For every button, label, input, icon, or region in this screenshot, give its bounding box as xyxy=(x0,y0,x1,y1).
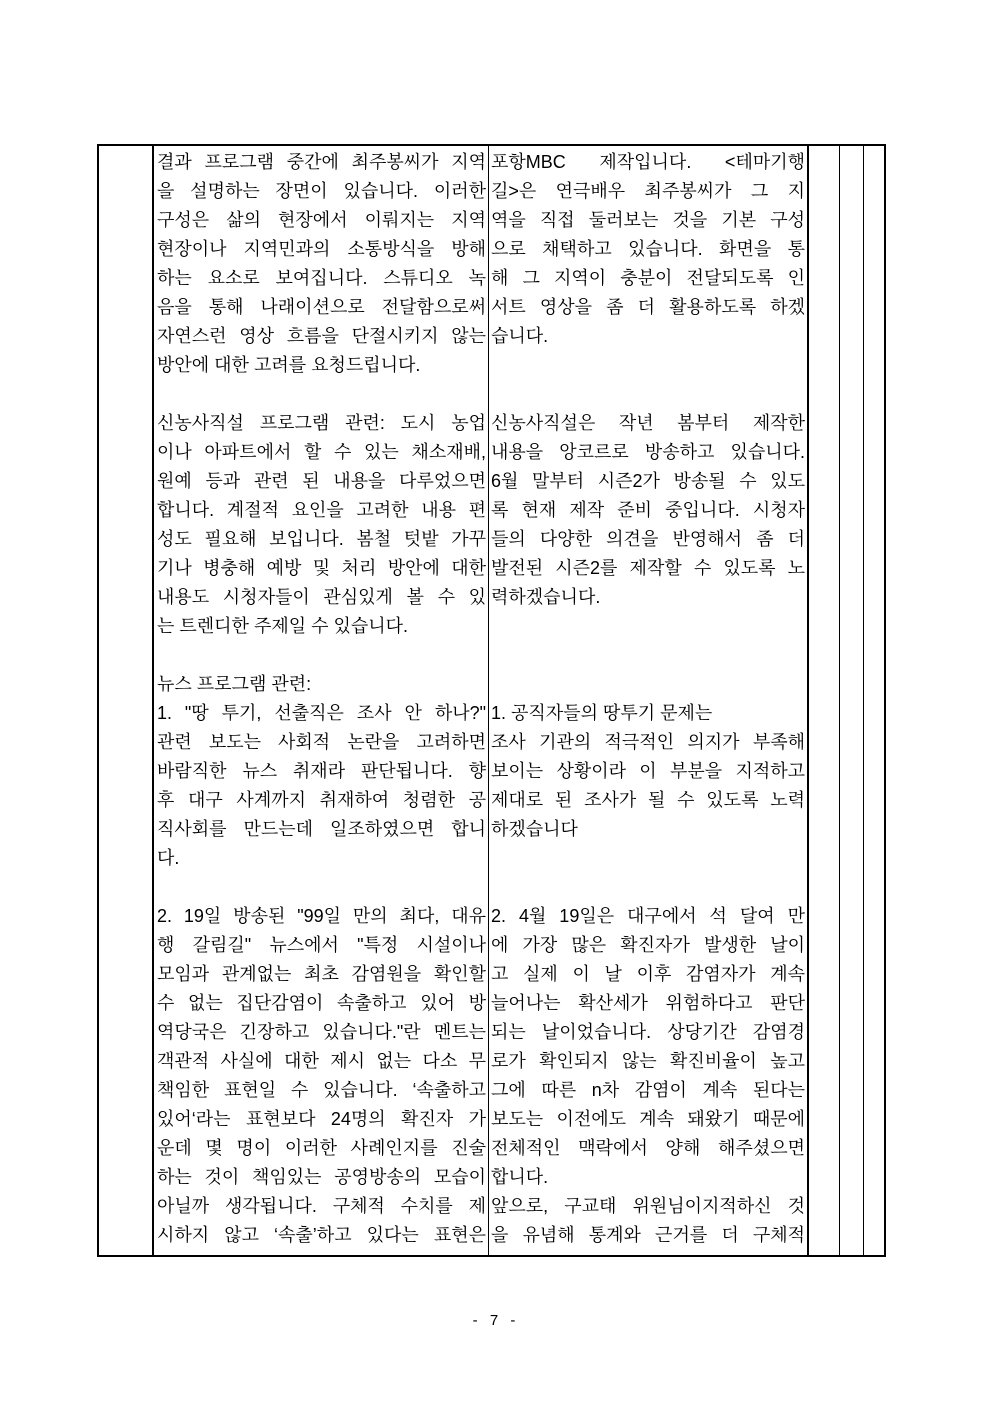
text-line: 내용을 앙코르로 방송하고 있습니다. xyxy=(491,442,805,462)
text-line: 다. xyxy=(157,848,180,868)
text-line: 을 유념해 통계와 근거를 더 구체적 xyxy=(491,1225,805,1245)
text-line: 후 대구 사계까지 취재하여 청렴한 공 xyxy=(157,790,486,810)
text-line: 합니다. 계절적 요인을 고려한 내용 편 xyxy=(157,500,486,520)
text-line: 조사 기관의 적극적인 의지가 부족해 xyxy=(491,732,805,752)
text-line: 신농사직설 프로그램 관련: 도시 농업 xyxy=(157,413,486,433)
text-line: 뉴스 프로그램 관련: xyxy=(157,674,312,694)
opinion-text-column xyxy=(154,146,489,1255)
text-line: 2. 4월 19일은 대구에서 석 달여 만 xyxy=(491,906,805,926)
category-column xyxy=(99,146,154,1255)
text-line xyxy=(491,351,805,380)
text-line: 하겠습니다 xyxy=(491,819,578,839)
text-line: 행 갈림길" 뉴스에서 "특정 시설이나 xyxy=(157,935,486,955)
text-line: 하는 것이 책임있는 공영방송의 모습이 xyxy=(157,1167,486,1187)
text-line xyxy=(491,612,805,641)
text-line: 구성은 삶의 현장에서 이뤄지는 지역 xyxy=(157,210,486,230)
text-line: 내용도 시청자들이 관심있게 볼 수 있 xyxy=(157,587,486,607)
text-line: 원예 등과 관련 된 내용을 다루었으면 xyxy=(157,471,486,491)
text-line xyxy=(491,844,805,873)
text-line: 수 없는 집단감염이 속출하고 있어 방 xyxy=(157,993,486,1013)
minutes-table xyxy=(97,144,886,1257)
text-line: 합니다. xyxy=(491,1167,549,1187)
text-line xyxy=(491,670,805,699)
empty-column-2 xyxy=(840,146,864,1255)
text-line: 모임과 관계없는 최초 감염원을 확인할 xyxy=(157,964,486,984)
text-line: 역당국은 긴장하고 있습니다."란 멘트는 xyxy=(157,1022,486,1042)
text-line xyxy=(157,873,486,902)
text-line: 는 트렌디한 주제일 수 있습니다. xyxy=(157,616,409,636)
text-line: 직사회를 만드는데 일조하였으면 합니 xyxy=(157,819,486,839)
text-line: 운데 몇 명이 이러한 사례인지를 진술 xyxy=(157,1138,486,1158)
empty-column-3 xyxy=(864,146,884,1255)
text-line: 로가 확인되지 않는 확진비율이 높고 xyxy=(491,1051,805,1071)
text-line: 고 실제 이 날 이후 감염자가 계속 xyxy=(491,964,805,984)
text-line: 있어‘라는 표현보다 24명의 확진자 가 xyxy=(157,1109,486,1129)
text-line: 시하지 않고 ‘속출’하고 있다는 표현은 xyxy=(157,1225,486,1245)
text-line: 앞으로, 구교태 위원님이지적하신 것 xyxy=(491,1196,805,1216)
text-line: 전체적인 맥락에서 양해 해주셨으면 xyxy=(491,1138,805,1158)
text-line: 관련 보도는 사회적 논란을 고려하면 xyxy=(157,732,486,752)
text-line: 제대로 된 조사가 될 수 있도록 노력 xyxy=(491,790,805,810)
text-line: 에 가장 많은 확진자가 발생한 날이 xyxy=(491,935,805,955)
empty-column-1 xyxy=(809,146,840,1255)
text-line: 보도는 이전에도 계속 돼왔기 때문에 xyxy=(491,1109,805,1129)
text-line: 록 현재 제작 준비 중입니다. 시청자 xyxy=(491,500,805,520)
text-line xyxy=(157,380,486,409)
text-line: 늘어나는 확산세가 위험하다고 판단 xyxy=(491,993,805,1013)
text-line: 방안에 대한 고려를 요청드립니다. xyxy=(157,355,421,375)
text-line: 1. "땅 투기, 선출직은 조사 안 하나?" xyxy=(157,703,486,723)
text-line xyxy=(157,641,486,670)
text-line: 하는 요소로 보여집니다. 스튜디오 녹 xyxy=(157,268,486,288)
text-line: 서트 영상을 좀 더 활용하도록 하겠 xyxy=(491,297,805,317)
text-line: 발전된 시즌2를 제작할 수 있도록 노 xyxy=(491,558,805,578)
text-line: 책임한 표현일 수 있습니다. ‘속출하고 xyxy=(157,1080,486,1100)
text-line: 보이는 상황이라 이 부분을 지적하고 xyxy=(491,761,805,781)
text-line: 포항MBC 제작입니다. <테마기행 xyxy=(491,152,805,172)
text-line: 길>은 연극배우 최주봉씨가 그 지 xyxy=(491,181,805,201)
text-line: 력하겠습니다. xyxy=(491,587,601,607)
text-line: 6월 말부터 시즌2가 방송될 수 있도 xyxy=(491,471,805,491)
text-line: 습니다. xyxy=(491,326,549,346)
text-line: 역을 직접 둘러보는 것을 기본 구성 xyxy=(491,210,805,230)
text-line: 해 그 지역이 충분이 전달되도록 인 xyxy=(491,268,805,288)
text-line: 음을 통해 나래이션으로 전달함으로써 xyxy=(157,297,486,317)
text-line: 신농사직설은 작년 봄부터 제작한 xyxy=(491,413,805,433)
text-line xyxy=(491,380,805,409)
text-line: 현장이나 지역민과의 소통방식을 방해 xyxy=(157,239,486,259)
text-line: 이나 아파트에서 할 수 있는 채소재배, xyxy=(157,442,486,462)
text-line: 1. 공직자들의 땅투기 문제는 xyxy=(491,703,713,723)
text-line: 들의 다양한 의견을 반영해서 좀 더 xyxy=(491,529,805,549)
text-line: 자연스런 영상 흐름을 단절시키지 않는 xyxy=(157,326,486,346)
text-line: 객관적 사실에 대한 제시 없는 다소 무 xyxy=(157,1051,486,1071)
text-line: 성도 필요해 보입니다. 봄철 텃밭 가꾸 xyxy=(157,529,486,549)
text-line xyxy=(491,873,805,902)
text-line: 으로 채택하고 있습니다. 화면을 통 xyxy=(491,239,805,259)
text-line: 결과 프로그램 중간에 최주봉씨가 지역 xyxy=(157,152,486,172)
text-line: 을 설명하는 장면이 있습니다. 이러한 xyxy=(157,181,486,201)
text-line: 되는 날이었습니다. 상당기간 감염경 xyxy=(491,1022,805,1042)
text-line: 기나 병충해 예방 및 처리 방안에 대한 xyxy=(157,558,486,578)
text-line: 2. 19일 방송된 "99일 만의 최다, 대유 xyxy=(157,906,486,926)
response-text-column xyxy=(489,146,809,1255)
page-number: - 7 - xyxy=(472,1312,520,1329)
text-line: 바람직한 뉴스 취재라 판단됩니다. 향 xyxy=(157,761,486,781)
text-line: 그에 따른 n차 감염이 계속 된다는 xyxy=(491,1080,805,1100)
text-line: 아닐까 생각됩니다. 구체적 수치를 제 xyxy=(157,1196,486,1216)
text-line xyxy=(491,641,805,670)
